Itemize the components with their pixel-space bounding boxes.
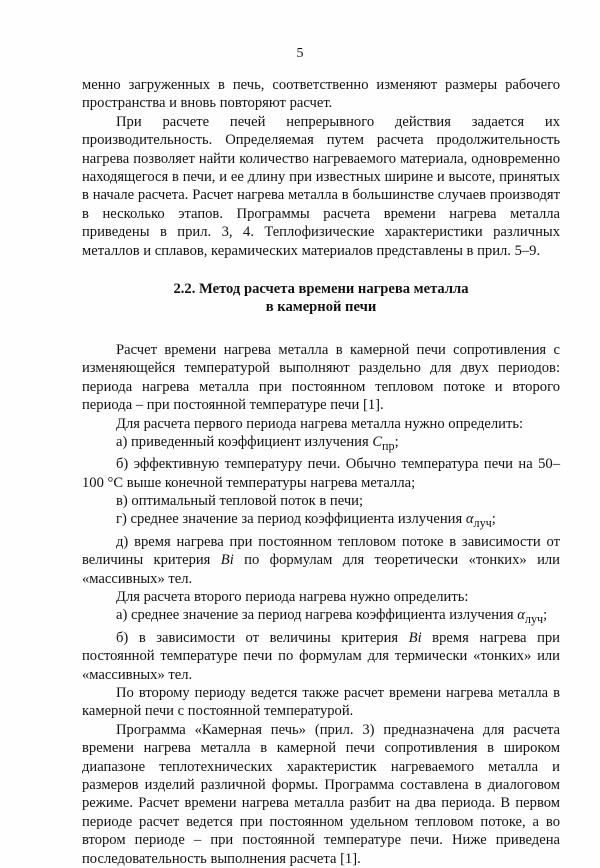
symbol-bi: Bi	[220, 552, 234, 569]
symbol-c-pr: C	[372, 433, 383, 450]
list-item-second-b-pre: б) в зависимости от величины критерия	[116, 629, 399, 646]
list-item-first-v: в) оптимальный тепловой поток в печи;	[116, 493, 364, 510]
list-item-second-b-post: время нагрева при постоянной температуре печи по формулам для термически «тонких» или «массивных» тел.	[82, 629, 560, 683]
section-heading-line-1: 2.2. Метод расчета времени нагрева металла	[173, 281, 469, 298]
symbol-bi: Bi	[408, 629, 422, 646]
list-item-second-b	[82, 629, 560, 684]
paragraph-second-period-note: По второму периоду ведется также расчет времени нагрева металла в камерной печи с постоянной температурой.	[82, 684, 560, 720]
paragraph-method-intro: Расчет времени нагрева металла в камерной печи сопротивления с изменяющейся температурой выполняют раздельно для двух периодов: периода нагрева металла при постоянном тепловом потоке и второго периода – при постоянной температуре печи [1].	[82, 341, 560, 414]
list-item-first-d	[82, 533, 560, 588]
paragraph-continuous-furnaces: При расчете печей непрерывного действия задается их производительность. Определяемая путем расчета продолжительность нагрева позволяет найти количество нагреваемого материала, одновременно находящегося в печи, и ее длину при известных ширине и высоте, принятых в начале расчета. Расчет нагрева металла в большинстве случаев производят в несколько этапов. Программы расчета времени нагрева металла приведены в прил. 3, 4. Теплофизические характеристики различных металлов и сплавов, керамических материалов представлены в прил. 5–9.	[82, 113, 560, 259]
list-item-first-b: б) эффективную температуру печи. Обычно температура печи на 50–100 °С выше конечной температуры нагрева металла;	[82, 456, 560, 491]
paragraph-continuation: менно загруженных в печь, соответственно изменяют размеры рабочего пространства и вновь повторяют расчет.	[82, 77, 560, 112]
page-number: 5	[296, 46, 304, 61]
paragraph-program-description: Программа «Камерная печь» (прил. 3) предназначена для расчета времени нагрева металла в камерной печи сопротивления в широком диапазоне теплотехнических характеристик нагреваемого металла и размеров изделий различной формы. Программа составлена в диалоговом режиме. Расчет времени нагрева металла разбит на два периода. В первом периоде расчет ведется при постоянном удельном тепловом потоке, а во втором периоде – при постоянной температуре печи. Ниже приведена последовательность выполнения расчета [1].	[82, 721, 560, 867]
paragraph-second-period-intro: Для расчета второго периода нагрева нужно определить:	[116, 588, 469, 605]
list-item-first-a	[82, 433, 560, 455]
section-heading	[82, 280, 560, 317]
list-item-first-a-end: ;	[394, 433, 399, 450]
list-item-first-d-post: по формулам для теоретически «тонких» или «массивных» тел.	[82, 552, 560, 587]
symbol-alpha-luch: α	[465, 511, 474, 528]
symbol-alpha-luch-subscript: луч	[524, 612, 544, 627]
list-item-first-g	[82, 510, 560, 532]
list-item-first-a-text: а) приведенный коэффициент излучения	[116, 433, 369, 450]
page-body	[82, 76, 560, 868]
paragraph-first-period-intro: Для расчета первого периода нагрева металла нужно определить:	[116, 415, 524, 432]
list-item-second-a	[82, 606, 560, 628]
symbol-c-pr-subscript: пр	[382, 438, 395, 453]
symbol-alpha-luch: α	[517, 607, 525, 624]
list-item-second-a-text: а) среднее значение за период нагрева коэффициента излучения	[116, 607, 514, 624]
list-item-first-d-pre: д) время нагрева при постоянном тепловом потоке в зависимости от величины критерия	[82, 533, 560, 569]
list-item-first-g-text: г) среднее значение за период коэффициента излучения	[116, 511, 463, 528]
list-item-first-g-end: ;	[491, 511, 496, 528]
section-heading-line-2: в камерной печи	[265, 299, 377, 316]
symbol-alpha-luch-subscript: луч	[473, 516, 492, 531]
list-item-second-a-end: ;	[543, 607, 548, 624]
